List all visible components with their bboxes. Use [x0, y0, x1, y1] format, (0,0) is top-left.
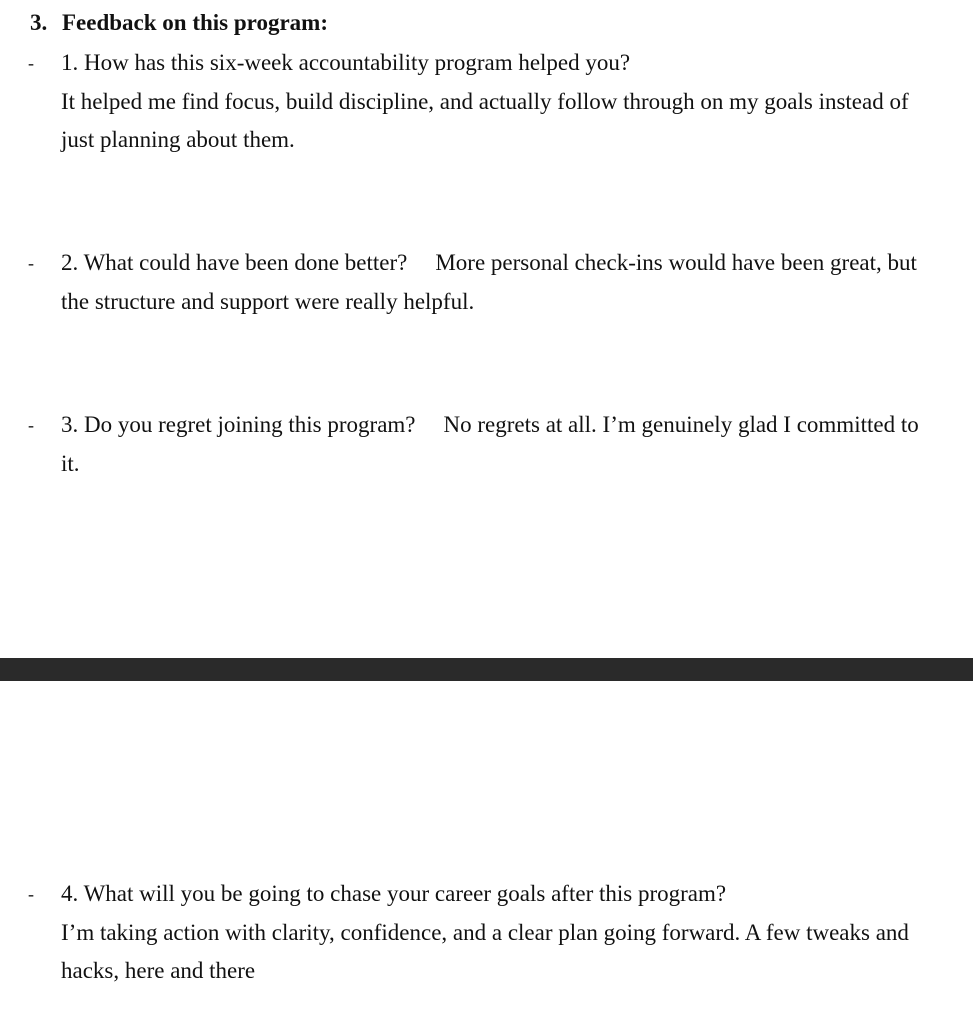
- section-heading: [30, 8, 328, 38]
- page-divider-bar: [0, 658, 973, 681]
- section-number: 3.: [30, 10, 48, 35]
- answer-2: More personal check-ins would have been great, but the structure and support were really helpful.: [61, 250, 917, 314]
- feedback-item-1: [28, 44, 941, 160]
- question-3: 3. Do you regret joining this program?: [61, 412, 416, 437]
- question-1: 1. How has this six-week accountability program helped you?: [61, 50, 631, 75]
- question-4: 4. What will you be going to chase your career goals after this program?: [61, 881, 727, 906]
- answer-3: No regrets at all. I’m genuinely glad I committed to it.: [61, 412, 919, 476]
- feedback-item-4: [28, 875, 941, 991]
- feedback-item-3: [28, 406, 941, 483]
- bullet-dash: -: [28, 884, 34, 904]
- answer-1: It helped me find focus, build discipline, and actually follow through on my goals instead of just planning about them.: [61, 88, 909, 152]
- bullet-dash: -: [28, 415, 34, 435]
- section-title: Feedback on this program:: [62, 10, 328, 35]
- bullet-dash: -: [28, 53, 34, 73]
- feedback-item-2: [28, 244, 941, 321]
- bullet-dash: -: [28, 253, 34, 273]
- answer-4: I’m taking action with clarity, confidence, and a clear plan going forward. A few tweaks and hacks, here and there: [61, 919, 909, 983]
- question-2: 2. What could have been done better?: [61, 250, 408, 275]
